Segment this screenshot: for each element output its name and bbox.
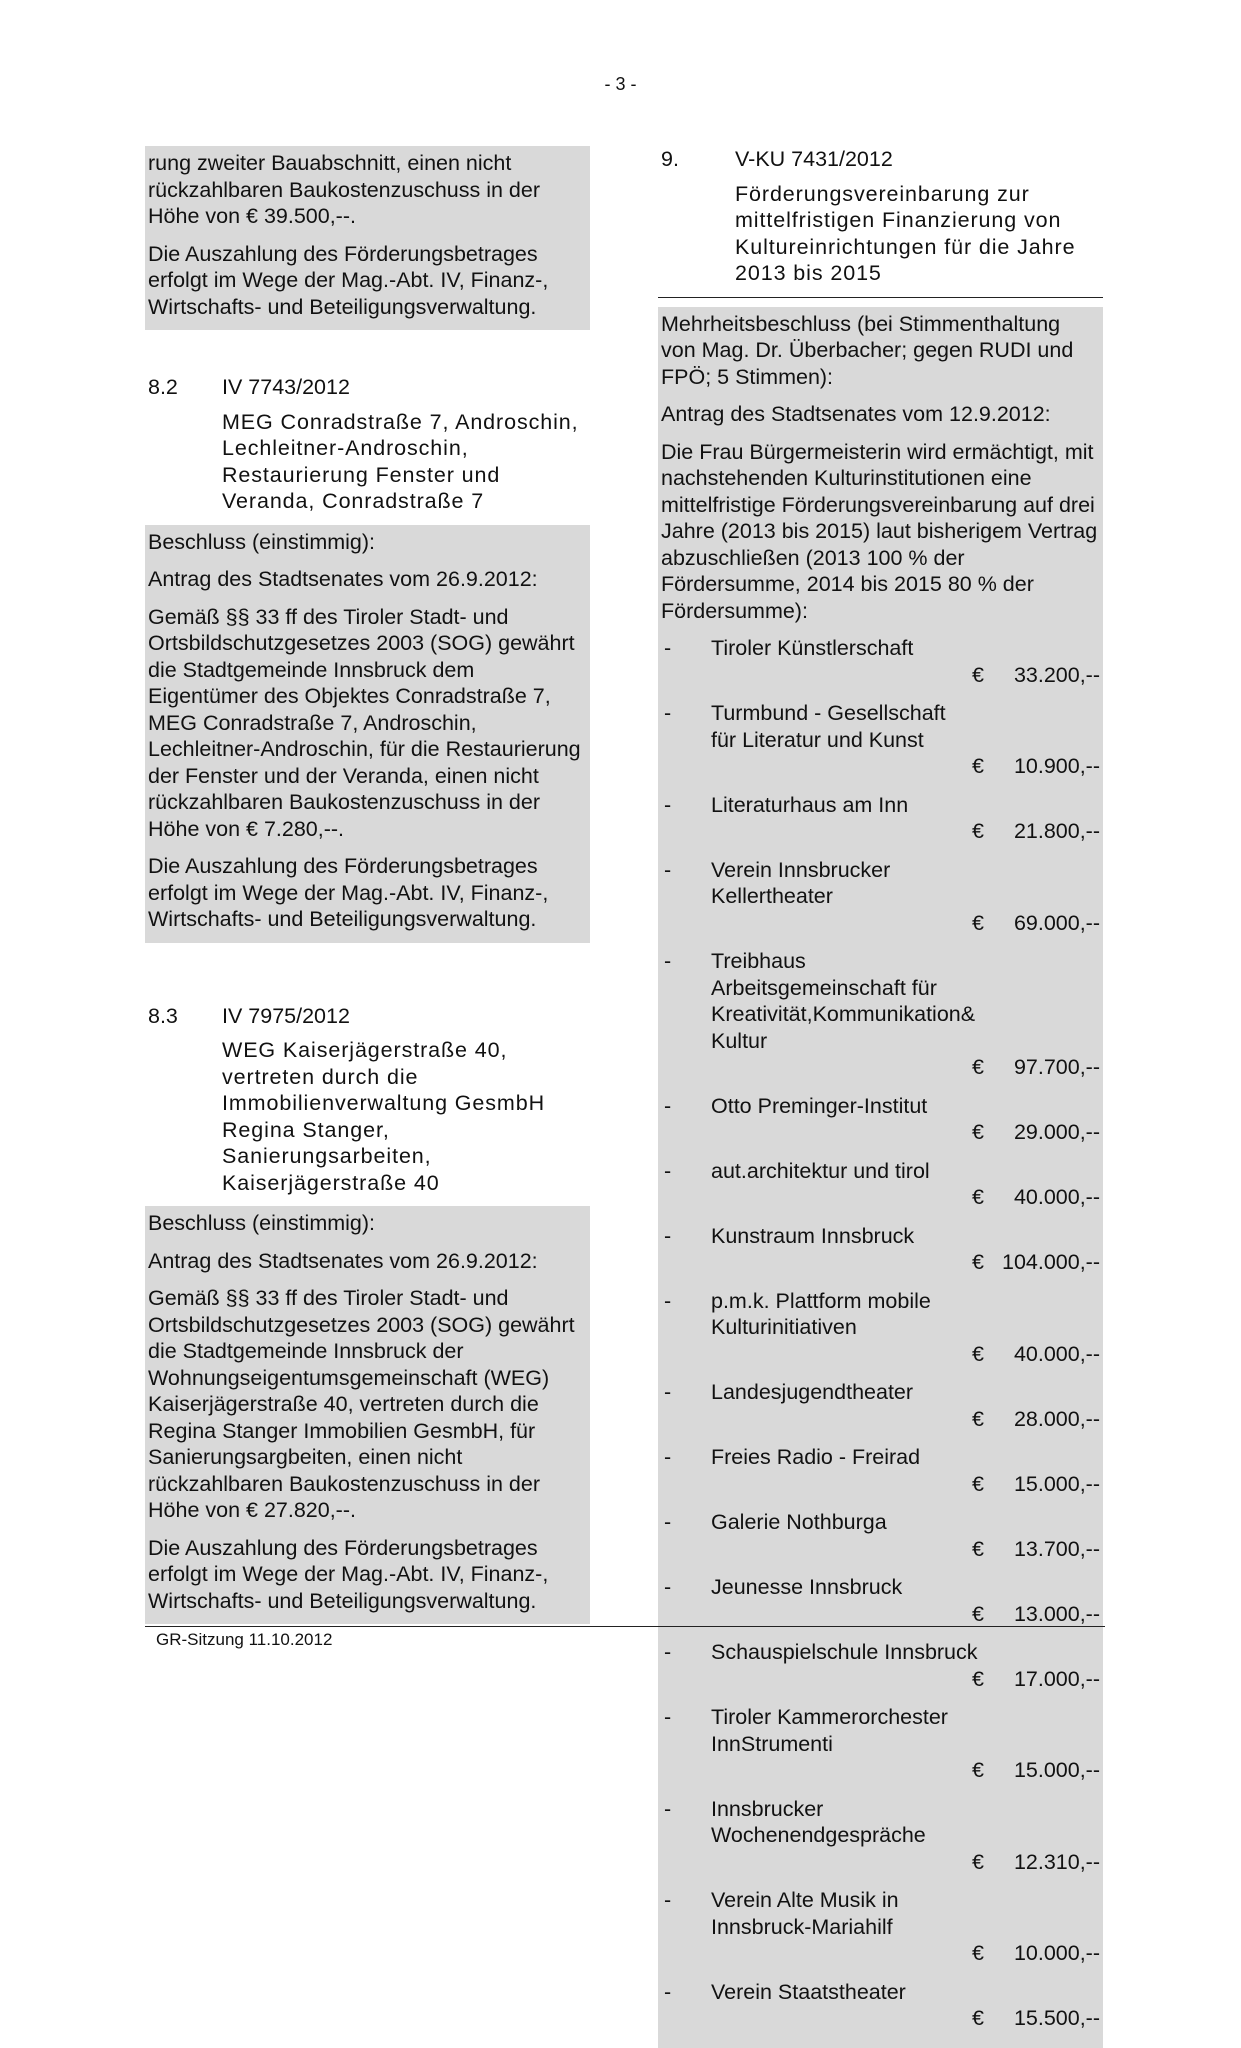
grant-amount: 12.310,-- bbox=[1013, 1849, 1100, 1874]
continued-paragraph: rung zweiter Bauabschnitt, einen nicht rückzahlbaren Baukostenzuschuss in der Höhe von € 39.500,--. bbox=[148, 151, 540, 228]
grant-amount: 28.000,-- bbox=[1013, 1406, 1100, 1431]
continued-item-block bbox=[145, 146, 590, 330]
item-code: IV 7975/2012 bbox=[222, 1003, 350, 1028]
grant-list bbox=[661, 635, 1100, 2032]
grant-amount: 29.000,-- bbox=[1013, 1120, 1100, 1144]
grant-row bbox=[661, 857, 1100, 937]
resolution-label: Beschluss (einstimmig): bbox=[148, 529, 375, 554]
currency-symbol: € bbox=[972, 819, 984, 843]
grant-recipient: Innsbrucker Wochenendgespräche bbox=[711, 1796, 926, 1847]
bullet-dash: - bbox=[664, 949, 672, 973]
grant-amount: 69.000,-- bbox=[1013, 910, 1100, 935]
currency-symbol: € bbox=[972, 1849, 984, 1874]
grant-amount: 15.000,-- bbox=[1013, 1471, 1100, 1496]
grant-recipient: Freies Radio - Freirad bbox=[711, 1445, 921, 1469]
grant-row bbox=[661, 1444, 1100, 1497]
grant-row bbox=[661, 1796, 1100, 1876]
grant-row bbox=[661, 1639, 1100, 1692]
grant-recipient: aut.architektur und tirol bbox=[711, 1158, 930, 1183]
grant-recipient: Treibhaus Arbeitsgemeinschaft für Kreativität,Kommunikation& Kultur bbox=[711, 949, 976, 1053]
currency-symbol: € bbox=[972, 1406, 984, 1431]
grant-amount: 40.000,-- bbox=[1013, 1341, 1100, 1366]
bullet-dash: - bbox=[664, 1888, 672, 1912]
item-resolution-block bbox=[145, 525, 590, 943]
bullet-dash: - bbox=[664, 1796, 672, 1821]
grant-amount: 97.700,-- bbox=[1013, 1055, 1100, 1079]
grant-row bbox=[661, 1704, 1100, 1784]
grant-recipient: Verein Alte Musik in Innsbruck-Mariahilf bbox=[711, 1888, 899, 1939]
item-resolution-block bbox=[145, 1206, 590, 1624]
grant-row bbox=[661, 1379, 1100, 1432]
grant-recipient: Galerie Nothburga bbox=[711, 1510, 887, 1534]
payment-paragraph: Die Auszahlung des Förderungsbetrages erfolgt im Wege der Mag.-Abt. IV, Finanz-, Wirtschafts- und Beteiligungsverwaltung. bbox=[148, 1535, 549, 1613]
item-number: 9. bbox=[661, 147, 679, 171]
footer-session-label: GR-Sitzung 11.10.2012 bbox=[156, 1630, 333, 1649]
currency-symbol: € bbox=[972, 1341, 984, 1366]
currency-symbol: € bbox=[972, 1185, 984, 1209]
currency-symbol: € bbox=[972, 1601, 984, 1626]
grant-row bbox=[661, 635, 1100, 688]
item-resolution-block bbox=[658, 307, 1103, 2048]
currency-symbol: € bbox=[972, 1941, 984, 1965]
grant-amount: 40.000,-- bbox=[1013, 1185, 1100, 1209]
currency-symbol: € bbox=[972, 2006, 984, 2030]
resolution-text: Die Frau Bürgermeisterin wird ermächtigt, mit nachstehenden Kulturinstitutionen eine mittelfristige Förderungsvereinbarung auf drei Jahre (2013 bis 2015) laut bisherigem Vertrag abzuschließen (2013 100 % der Fördersumme, 2014 bis 2015 80 % der Fördersumme): bbox=[661, 439, 1098, 623]
bullet-dash: - bbox=[664, 1979, 672, 2004]
motion-label: Antrag des Stadtsenates vom 26.9.2012: bbox=[148, 1248, 538, 1273]
item-code: V-KU 7431/2012 bbox=[735, 147, 893, 171]
resolution-label: Beschluss (einstimmig): bbox=[148, 1211, 375, 1235]
bullet-dash: - bbox=[664, 1223, 672, 1248]
motion-label: Antrag des Stadtsenates vom 12.9.2012: bbox=[661, 402, 1051, 426]
item-code: IV 7743/2012 bbox=[222, 375, 350, 399]
grant-recipient: Schauspielschule Innsbruck bbox=[711, 1640, 978, 1664]
item-heading bbox=[145, 1003, 590, 1030]
grant-amount: 21.800,-- bbox=[1013, 819, 1100, 843]
currency-symbol: € bbox=[972, 1120, 984, 1144]
grant-amount: 104.000,-- bbox=[1001, 1250, 1100, 1274]
grant-recipient: Verein Staatstheater bbox=[711, 1979, 906, 2004]
bullet-dash: - bbox=[664, 1093, 672, 1118]
currency-symbol: € bbox=[972, 1666, 984, 1691]
left-column bbox=[145, 146, 590, 1624]
bullet-dash: - bbox=[664, 1705, 672, 1729]
bullet-dash: - bbox=[664, 701, 672, 725]
currency-symbol: € bbox=[972, 662, 984, 687]
payment-paragraph: Die Auszahlung des Förderungsbetrages erfolgt im Wege der Mag.-Abt. IV, Finanz-, Wirtschafts- und Beteiligungsverwaltung. bbox=[148, 241, 549, 319]
grant-recipient: Jeunesse Innsbruck bbox=[711, 1575, 903, 1599]
grant-amount: 33.200,-- bbox=[1013, 662, 1100, 687]
title-divider bbox=[658, 297, 1103, 298]
bullet-dash: - bbox=[664, 1380, 672, 1404]
grant-row bbox=[661, 700, 1100, 780]
grant-recipient: Literaturhaus am Inn bbox=[711, 792, 909, 817]
currency-symbol: € bbox=[972, 1471, 984, 1496]
grant-amount: 17.000,-- bbox=[1013, 1666, 1100, 1691]
item-heading bbox=[145, 374, 590, 401]
bullet-dash: - bbox=[664, 636, 672, 660]
item-number: 8.2 bbox=[148, 375, 178, 399]
grant-row bbox=[661, 792, 1100, 845]
grant-amount: 13.000,-- bbox=[1013, 1601, 1100, 1626]
agenda-item-8-2 bbox=[145, 374, 590, 943]
page-number: - 3 - bbox=[604, 74, 637, 94]
grant-recipient: Tiroler Künstlerschaft bbox=[711, 636, 914, 660]
currency-symbol: € bbox=[972, 754, 984, 778]
currency-symbol: € bbox=[972, 1250, 984, 1274]
item-number: 8.3 bbox=[148, 1003, 178, 1028]
grant-row bbox=[661, 1158, 1100, 1211]
grant-row bbox=[661, 1887, 1100, 1967]
grant-row bbox=[661, 1574, 1100, 1627]
grant-row bbox=[661, 1223, 1100, 1276]
bullet-dash: - bbox=[664, 792, 672, 817]
item-heading bbox=[658, 146, 1103, 173]
grant-recipient: Turmbund - Gesellschaft für Literatur und Kunst bbox=[711, 701, 946, 752]
item-title: Förderungsvereinbarung zur mittelfristigen Finanzierung von Kultureinrichtungen für die Jahre 2013 bis 2015 bbox=[735, 181, 1076, 285]
bullet-dash: - bbox=[664, 1445, 672, 1469]
grant-row bbox=[661, 1509, 1100, 1562]
bullet-dash: - bbox=[664, 1640, 672, 1664]
agenda-item-8-3 bbox=[145, 1003, 590, 1625]
bullet-dash: - bbox=[664, 1288, 672, 1313]
bullet-dash: - bbox=[664, 1510, 672, 1534]
grant-amount: 10.900,-- bbox=[1013, 754, 1100, 778]
item-title: WEG Kaiserjägerstraße 40, vertreten durch die Immobilienverwaltung GesmbH Regina Stanger, Sanierungsarbeiten, Kaiserjägerstraße 40 bbox=[222, 1038, 546, 1195]
grant-amount: 10.000,-- bbox=[1013, 1941, 1100, 1965]
item-title: MEG Conradstraße 7, Androschin, Lechleitner-Androschin, Restaurierung Fenster und Veranda, Conradstraße 7 bbox=[222, 409, 579, 513]
payment-paragraph: Die Auszahlung des Förderungsbetrages erfolgt im Wege der Mag.-Abt. IV, Finanz-, Wirtschafts- und Beteiligungsverwaltung. bbox=[148, 854, 549, 931]
resolution-label: Mehrheitsbeschluss (bei Stimmenthaltung von Mag. Dr. Überbacher; gegen RUDI und FPÖ; 5 Stimmen): bbox=[661, 311, 1074, 389]
grant-recipient: Landesjugendtheater bbox=[711, 1380, 914, 1404]
currency-symbol: € bbox=[972, 1055, 984, 1079]
grant-row bbox=[661, 1979, 1100, 2032]
currency-symbol: € bbox=[972, 1758, 984, 1782]
grant-recipient: Verein Innsbrucker Kellertheater bbox=[711, 857, 891, 908]
resolution-text: Gemäß §§ 33 ff des Tiroler Stadt- und Ortsbildschutzgesetzes 2003 (SOG) gewährt die Stadtgemeinde Innsbruck dem Eigentümer des Objektes Conradstraße 7, MEG Conradstraße 7, Androschin, Lechleitner-Androschin, für die Restaurierung der Fenster und der Veranda, einen nicht rückzahlbaren Baukostenzuschuss in der Höhe von € 7.280,--. bbox=[148, 604, 581, 841]
grant-amount: 13.700,-- bbox=[1013, 1536, 1100, 1561]
right-column bbox=[658, 146, 1103, 2048]
motion-label: Antrag des Stadtsenates vom 26.9.2012: bbox=[148, 567, 538, 591]
grant-row bbox=[661, 1093, 1100, 1146]
resolution-text: Gemäß §§ 33 ff des Tiroler Stadt- und Ortsbildschutzgesetzes 2003 (SOG) gewährt die Stadtgemeinde Innsbruck der Wohnungseigentumsgemeinschaft (WEG) Kaiserjägerstraße 40, vertreten durch die Regina Stanger Immobilien GesmbH, für Sanierungsargbeiten, einen nicht rückzahlbaren Baukostenzuschuss in der Höhe von € 27.820,--. bbox=[148, 1286, 575, 1522]
grant-recipient: p.m.k. Plattform mobile Kulturinitiativen bbox=[711, 1288, 931, 1339]
bullet-dash: - bbox=[664, 857, 672, 882]
grant-row bbox=[661, 948, 1100, 1081]
grant-row bbox=[661, 1288, 1100, 1368]
grant-amount: 15.500,-- bbox=[1013, 2006, 1100, 2030]
grant-recipient: Tiroler Kammerorchester InnStrumenti bbox=[711, 1705, 948, 1756]
grant-recipient: Kunstraum Innsbruck bbox=[711, 1223, 915, 1248]
grant-amount: 15.000,-- bbox=[1013, 1758, 1100, 1782]
currency-symbol: € bbox=[972, 1536, 984, 1561]
grant-recipient: Otto Preminger-Institut bbox=[711, 1093, 928, 1118]
footer-divider bbox=[145, 1626, 1105, 1627]
bullet-dash: - bbox=[664, 1158, 672, 1183]
bullet-dash: - bbox=[664, 1575, 672, 1599]
currency-symbol: € bbox=[972, 910, 984, 935]
